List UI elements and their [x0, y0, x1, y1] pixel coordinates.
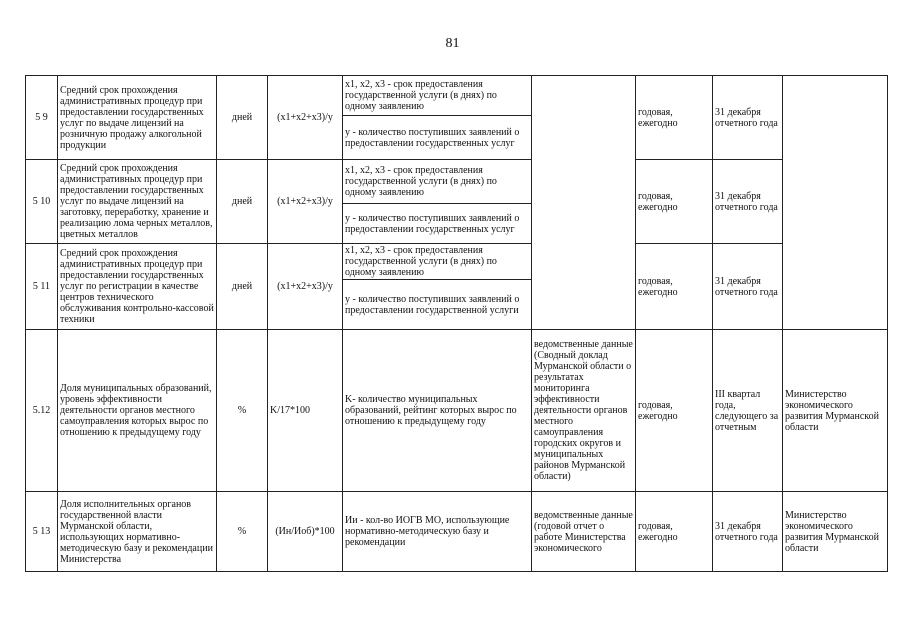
- indicator-name: Средний срок прохождения административных процедур при предоставлении государственных услуг по выдаче лицензий на заготовку, переработку, хранение и реализацию лома черных металлов, цветных металлов: [58, 160, 217, 244]
- row-number: 5 11: [26, 244, 58, 330]
- table-row: [26, 330, 888, 492]
- responsible-cell-empty: [783, 76, 888, 330]
- deadline: 31 декабря отчетного года: [713, 492, 783, 572]
- indicator-name: Средний срок прохождения административных процедур при предоставлении государственных услуг по выдаче лицензий на розничную продажу алкогольной продукции: [58, 76, 217, 160]
- unit: дней: [217, 76, 268, 160]
- formula: K/17*100: [268, 330, 343, 492]
- unit: %: [217, 330, 268, 492]
- source-cell-empty: [532, 76, 636, 330]
- row-number: 5 13: [26, 492, 58, 572]
- variable-description: y - количество поступивших заявлений о предоставлении государственных услуг: [343, 204, 532, 244]
- row-number: 5.12: [26, 330, 58, 492]
- variable-description: K- количество муниципальных образований, рейтинг которых вырос по отношению к предыдущему году: [343, 330, 532, 492]
- unit: дней: [217, 244, 268, 330]
- row-number: 5 10: [26, 160, 58, 244]
- variable-description: y - количество поступивших заявлений о предоставлении государственных услуг: [343, 116, 532, 160]
- data-source: ведомственные данные (годовой отчет о работе Министерства экономического: [532, 492, 636, 572]
- periodicity: годовая, ежегодно: [636, 244, 713, 330]
- formula: (Ин/Иоб)*100: [268, 492, 343, 572]
- deadline: III квартал года, следующего за отчетным: [713, 330, 783, 492]
- unit: дней: [217, 160, 268, 244]
- indicator-name: Доля муниципальных образований, уровень эффективности деятельности органов местного самоуправления которых вырос по отношению к предыдущему году: [58, 330, 217, 492]
- periodicity: годовая, ежегодно: [636, 492, 713, 572]
- page-number: 81: [445, 36, 460, 51]
- deadline: 31 декабря отчетного года: [713, 76, 783, 160]
- row-number: 5 9: [26, 76, 58, 160]
- table-row: [26, 76, 888, 116]
- periodicity: годовая, ежегодно: [636, 160, 713, 244]
- table-row: [26, 492, 888, 572]
- responsible-body: Министерство экономического развития Мурманской области: [783, 330, 888, 492]
- variable-description: x1, x2, x3 - срок предоставления государственной услуги (в днях) по одному заявлению: [343, 76, 532, 116]
- deadline: 31 декабря отчетного года: [713, 244, 783, 330]
- variable-description: Ии - кол-во ИОГВ МО, использующие нормативно-методическую базу и рекомендации: [343, 492, 532, 572]
- variable-description: x1, x2, x3 - срок предоставления государственной услуги (в днях) по одному заявлению: [343, 244, 532, 280]
- periodicity: годовая, ежегодно: [636, 76, 713, 160]
- formula: (x1+x2+x3)/y: [268, 244, 343, 330]
- formula: (x1+x2+x3)/y: [268, 76, 343, 160]
- table-row: [26, 160, 888, 204]
- table-row: [26, 244, 888, 280]
- variable-description: y - количество поступивших заявлений о предоставлении государственной услуги: [343, 280, 532, 330]
- formula: (x1+x2+x3)/y: [268, 160, 343, 244]
- indicator-name: Средний срок прохождения административных процедур при предоставлении государственных услуг по регистрации в качестве центров технического обслуживания контрольно-кассовой техники: [58, 244, 217, 330]
- variable-description: x1, x2, x3 - срок предоставления государственной услуги (в днях) по одному заявлению: [343, 160, 532, 204]
- deadline: 31 декабря отчетного года: [713, 160, 783, 244]
- periodicity: годовая, ежегодно: [636, 330, 713, 492]
- indicators-table: [25, 75, 888, 572]
- data-source: ведомственные данные (Сводный доклад Мурманской области о результатах мониторинга эффективности деятельности органов местного самоуправления городских округов и муниципальных районов Мурманской области): [532, 330, 636, 492]
- unit: %: [217, 492, 268, 572]
- indicator-name: Доля исполнительных органов государственной власти Мурманской области, использующих нормативно-методическую базу и рекомендации Министерства: [58, 492, 217, 572]
- page-bottom-margin: [0, 578, 905, 640]
- responsible-body: Министерство экономического развития Мурманской области: [783, 492, 888, 572]
